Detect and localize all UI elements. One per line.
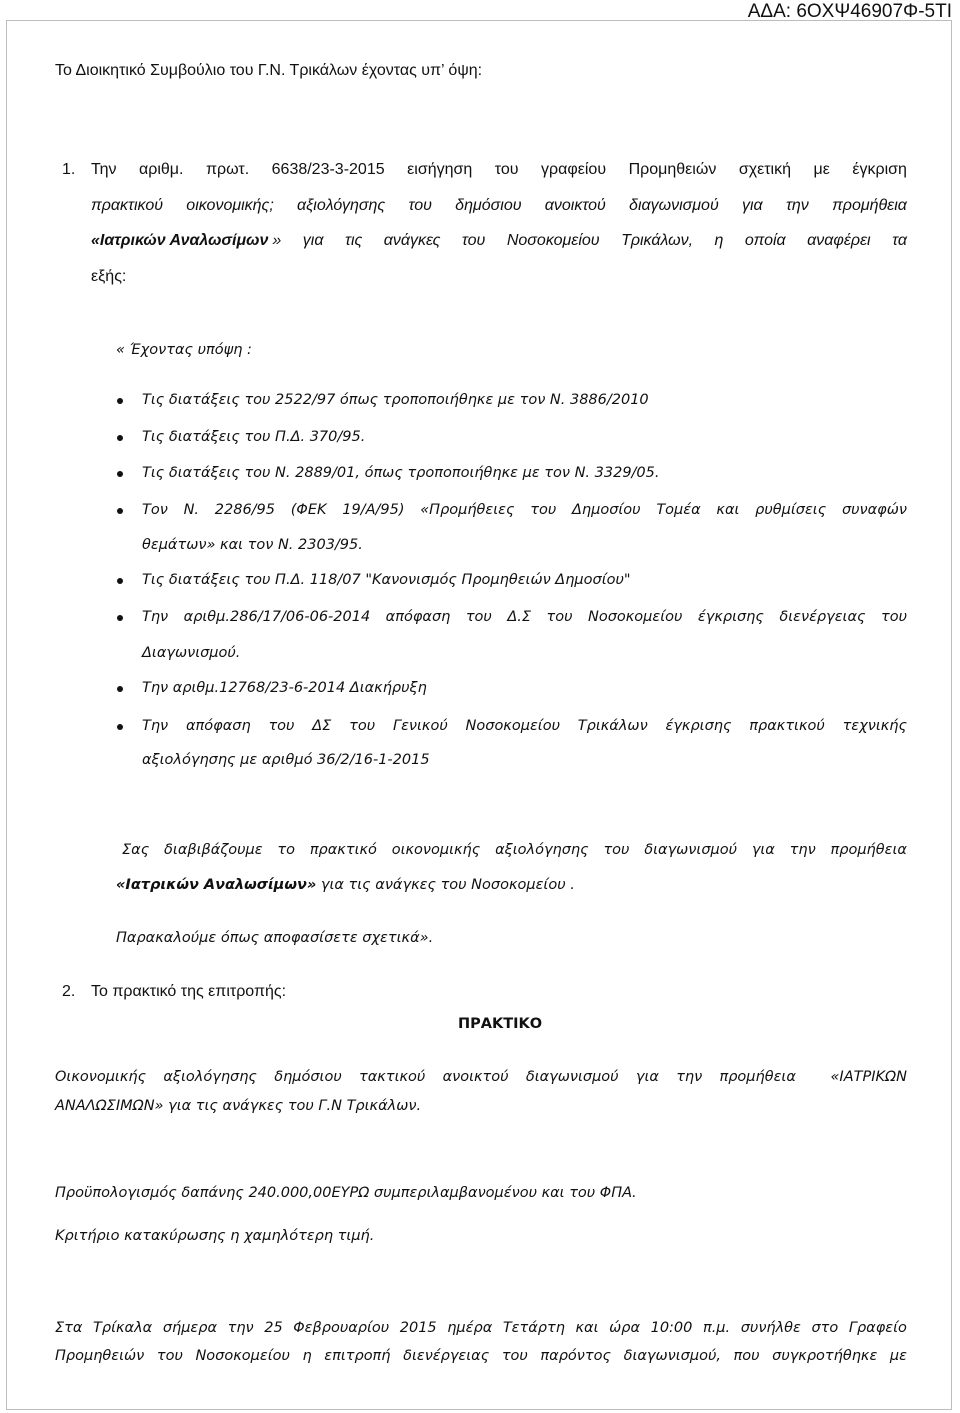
word: προμήθεια [719,1069,796,1085]
word: Γραφείο [848,1320,907,1336]
word: του [530,502,557,518]
word: 2015 [399,1320,437,1336]
forward-line1 [122,842,907,858]
word: ρυθμίσεις [755,502,827,518]
word: Νοσοκομείου [506,232,600,249]
word: πρωτ. [205,161,250,178]
bullet-text-4-line1 [142,502,907,518]
bullet-text-6-line2: Διαγωνισμού. [142,645,241,661]
bullet-text-6-line1 [142,609,907,625]
word: 6638/23-3-2015 [271,161,385,178]
word: Νοσοκομείου [195,1348,290,1364]
word: έγκρισης [665,718,732,734]
word: παρόντος [540,1348,611,1364]
word: και [575,1320,599,1336]
word: διαγωνισμού [644,842,737,858]
item1-line3-bold: «Ιατρικών Αναλωσίμων [91,232,269,249]
word: Δημοσίου [572,502,641,518]
word: το [277,842,295,858]
word: ημέρα [447,1320,493,1336]
word: «Προμήθειες [420,502,515,518]
word: Νοσοκομείου [587,609,683,625]
word: με [813,161,830,178]
bullet-text-8-line1 [142,718,907,734]
ada-code: ΑΔΑ: 6ΟΧΨ46907Φ-5ΤΙ [747,1,952,22]
quote-open: « Έχοντας υπόψη : [116,342,252,358]
word: του [156,1348,183,1364]
word: η [714,232,724,249]
word: του [461,232,486,249]
word: «ΙΑΤΡΙΚΩΝ [830,1069,907,1085]
bullet-dot [117,508,123,514]
word: Τετάρτη [502,1320,565,1336]
word: Τρικάλων, [621,232,694,249]
word: Δ.Σ [507,609,532,625]
budget-line: Προϋπολογισμός δαπάνης 240.000,00ΕΥΡΩ συμπεριλαμβανομένου και του ΦΠΑ. [55,1185,637,1201]
word: διαγωνισμού [629,197,719,214]
word: του [881,609,907,625]
word: διαγωνισμού [525,1069,619,1085]
word: έγκριση [852,161,907,178]
word: και [716,502,740,518]
word: για [635,1069,659,1085]
word: του [494,161,519,178]
word: συγκροτήθηκε [772,1348,878,1364]
word: Την [142,718,169,734]
word: τις [344,232,363,249]
word: στο [811,1320,839,1336]
bullet-dot [117,615,123,621]
word: 19/Α/95) [342,502,405,518]
word: Την [142,609,169,625]
word: για [302,232,324,249]
word: π.μ. [702,1320,731,1336]
forward-line3: Παρακαλούμε όπως αποφασίσετε σχετικά». [116,930,434,946]
word: διενέργειας [779,609,866,625]
word: για [742,197,763,214]
word: του [501,1348,528,1364]
word: διενέργειας [403,1348,490,1364]
word: την [785,197,809,214]
word: του [603,842,630,858]
bullet-text-2: Τις διατάξεις του Π.Δ. 370/95. [142,429,366,445]
bullet-text-4-line2: θεμάτων» και τον Ν. 2303/95. [142,537,363,553]
word: Τρίκαλα [93,1320,153,1336]
criterion-line: Κριτήριο κατακύρωσης η χαμηλότερη τιμή. [55,1228,375,1244]
word: αριθμ. [139,161,184,178]
word: την [227,1320,254,1336]
forward-line2 [116,877,575,893]
word: απόφαση [385,609,451,625]
word: προμήθεια [830,842,907,858]
praktiko-title: ΠΡΑΚΤΙΚΟ [458,1016,543,1032]
word: τακτικού [359,1069,426,1085]
item1-line4: εξής: [91,268,127,285]
word: Σας [122,842,150,858]
word: που [733,1348,760,1364]
word: 25 [264,1320,283,1336]
word: ανοικτού [442,1069,509,1085]
item1-line3 [91,232,907,250]
word: Οικονομικής [55,1069,147,1085]
intro-line: Το Διοικητικό Συμβούλιο του Γ.Ν. Τρικάλων έχοντας υπ’ όψη: [55,62,483,79]
item1-line2 [91,197,907,215]
page-border [6,20,952,1410]
word: αξιολόγησης [495,842,589,858]
bullet-dot [117,578,123,584]
word: του [546,609,573,625]
word: ΔΣ [312,718,332,734]
word: επιτροπή [324,1348,391,1364]
word: δημόσιου [274,1069,342,1085]
final-line2 [55,1348,907,1364]
word: (ΦΕΚ [290,502,327,518]
word: Προμηθειών [55,1348,145,1364]
item2-text: Το πρακτικό της επιτροπής: [91,983,287,1000]
word: με [889,1348,907,1364]
word: συνήλθε [740,1320,801,1336]
word: Στα [55,1320,83,1336]
word: διαβιβάζουμε [164,842,263,858]
word: ανοικτού [544,197,606,214]
bullet-dot [117,435,123,441]
word: γραφείου [541,161,607,178]
word: για [751,842,775,858]
bullet-text-1: Τις διατάξεις του 2522/97 όπως τροποποιήθηκε με τον Ν. 3886/2010 [142,392,649,408]
word: η [302,1348,312,1364]
word: αριθμ.286/17/06-06-2014 [183,609,371,625]
word: τεχνικής [842,718,907,734]
word: πρακτικό [309,842,377,858]
word: του [349,718,376,734]
word: δημόσιου [455,197,522,214]
word: οικονομικής [391,842,481,858]
word: εισήγηση [407,161,473,178]
word: πρακτικού [91,197,164,214]
bullet-text-3: Τις διατάξεις του Ν. 2889/01, όπως τροποποιήθηκε με τον Ν. 3329/05. [142,465,660,481]
bullet-dot [117,471,123,477]
praktiko-line2: ΑΝΑΛΩΣΙΜΩΝ» για τις ανάγκες του Γ.Ν Τρικάλων. [55,1098,422,1114]
word: Τον [142,502,168,518]
word: Προμηθειών [628,161,717,178]
word: 2286/95 [214,502,276,518]
final-line1 [55,1320,907,1336]
bullet-dot [117,398,123,404]
word: του [268,718,295,734]
bullet-dot [117,724,123,730]
word: αναφέρει [807,232,871,249]
bullet-text-8-line2: αξιολόγησης με αριθμό 36/2/16-1-2015 [142,752,430,768]
word: προμήθεια [832,197,907,214]
word: οποία [744,232,786,249]
word: Τομέα [656,502,701,518]
word: αξιολόγησης [297,197,386,214]
praktiko-line1 [55,1069,907,1085]
word: έγκρισης [697,609,764,625]
word: 10:00 [650,1320,693,1336]
word: ανάγκες [383,232,441,249]
bullet-text-5: Τις διατάξεις του Π.Δ. 118/07 "Κανονισμός Προμηθειών Δημοσίου" [142,572,631,588]
word: συναφών [841,502,907,518]
word: » [272,232,282,249]
forward-line2-rest: για τις ανάγκες του Νοσοκομείου . [316,877,575,893]
word: ώρα [609,1320,641,1336]
word: σήμερα [162,1320,218,1336]
word: Νοσοκομείου [465,718,560,734]
word: Φεβρουαρίου [293,1320,390,1336]
word: απόφαση [185,718,251,734]
word: Τρικάλων [577,718,648,734]
word: την [676,1069,703,1085]
item1-number: 1. [62,161,76,178]
word: οικονομικής; [186,197,274,214]
word: αξιολόγησης [163,1069,257,1085]
item1-line3-rest [272,232,907,250]
word: του [408,197,432,214]
bullet-text-7: Την αριθμ.12768/23-6-2014 Διακήρυξη [142,680,427,696]
item1-line1 [91,161,907,179]
bullet-dot [117,686,123,692]
word: τα [892,232,907,249]
word: Γενικού [392,718,448,734]
item2-number: 2. [62,983,76,1000]
word: Ν. [183,502,200,518]
word: πρακτικού [749,718,825,734]
word: σχετική [738,161,792,178]
word: διαγωνισμού, [623,1348,721,1364]
word: του [465,609,492,625]
forward-line2-bold: «Ιατρικών Αναλωσίμων» [116,877,317,893]
word: Την [91,161,117,178]
word: την [789,842,816,858]
